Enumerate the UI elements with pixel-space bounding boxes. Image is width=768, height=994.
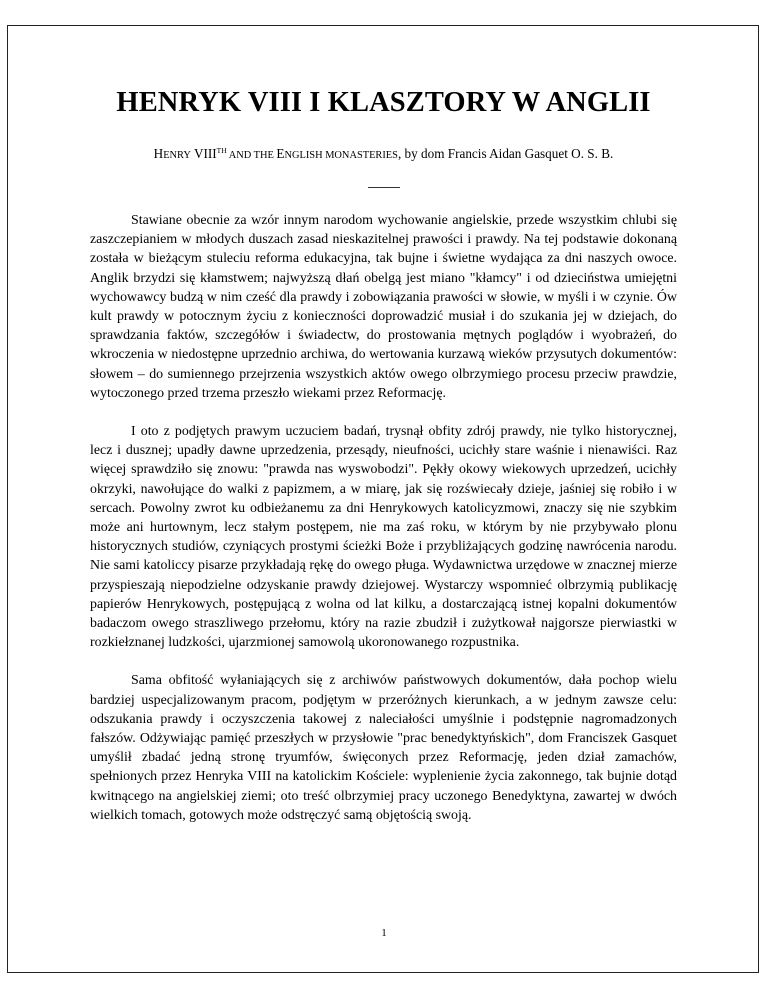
subtitle-nglish: NGLISH [284,150,323,161]
page-number: 1 [381,927,387,939]
section-divider [368,187,400,188]
document-body [90,211,677,825]
subtitle-h: H [153,146,164,161]
document-title: HENRYK VIII I KLASZTORY W ANGLII [116,87,651,118]
subtitle-th: TH [216,146,227,155]
subtitle-author: , by dom Francis Aidan Gasquet O. S. B. [397,146,614,161]
document-subtitle [90,142,677,165]
paragraph-3: Sama obfitość wyłaniających się z archiwów państwowych dokumentów, dała pochop wielu bardziej uspecjalizowanym pracom, podjętym w przeróżnych kierunkach, a w jednym zawsze celu: odszukania prawdy i oczyszczenia takowej z naleciałości umyślnie i podstępnie nagromadzonych fałszów. Odżywiając pamięć przeszłych w przysłowie "prac benedyktyńskich", dom Franciszek Gasquet umyślił zbadać jedną stronę tryumfów, święconych przez Reformację, jeden dział zamachów, spełnionych przez Henryka VIII na katolickim Kościele: wyplenienie życia zakonnego, tak bujnie dotąd kwitnącego na angielskiej ziemi; oto treść olbrzymiej pracy uczonego Benedyktyna, zawartej w dwóch wielkich tomach, gotowych może odstręczyć samą objętością swoją. [90,673,677,823]
paragraph-2: I oto z podjętych prawym uczuciem badań, trysnął obfity zdrój prawdy, nie tylko historycznej, lecz i dusznej; upadły dawne uprzedzenia, przesądy, nieufności, ucichły stare waśnie i nienawiści. Raz więcej sprawdziło się znowu: "prawda nas wyswobodzi". Pękły okowy wiekowych uprzedzeń, ucichły okrzyki, nawołujące do walki z papizmem, a w miarę, jak się rozświecały dzieje, jaśniej się robiło i w sercach. Powolny zwrot ku odbieżanemu za dni Henrykowych katolicyzmowi, znaczy się nie szybkim może ani hurtownym, lecz stałym postępem, nie ma zaś roku, w którym by nie przybywało plonu historycznych studiów, czyniących prostymi ścieżki Boże i przybliżających godzinę nawrócenia narodu. Nie sami katoliccy pisarze przykładają rękę do owego pługa. Wydawnictwa urzędowe w znacznej mierze przyspieszają niepodzielne odzyskanie prawdy dziejowej. Wystarczy wspomnieć olbrzymią publikację papierów Henrykowych, postępującą z wolna od lat kilku, a dostarczającą istnej kopalni dokumentów badaczom owego straszliwego przełomu, który na razie zbudził i zużytkował najgorsze pierwiastki w rozkiełznanej ludzkości, ujarzmionej samowolą ukoronowanego rozpustnika. [90,424,677,651]
subtitle-viii: VIII [190,146,217,161]
subtitle-monasteries: MONASTERIES [322,150,398,161]
paragraph-1: Stawiane obecnie za wzór innym narodom wychowanie angielskie, przede wszystkim chlubi się zaszczepianiem w młodych duszach zasad nieskazitelnej prawości i prawdy. Na tej podstawie dokonaną została w bieżącym stuleciu reforma edukacyjna, tak bujne i świetne wydająca za dni naszych owoce. Anglik brzydzi się kłamstwem; najwyższą dłań obelgą jest miano "kłamcy" i od dzieciństwa umiejętni wychowawcy budzą w nim cześć dla prawdy i zobowiązania prawości w słowie, w myśli i w czynie. Ów kult prawdy w potocznym życiu z konieczności doprowadzić musiał i do szukania jej w dziejach, do sprawdzania faktów, szczegółów i świadectw, do prostowania mętnych poglądów i wyobrażeń, do wkroczenia w niedostępne uprzednio archiwa, do wertowania kurzawą wieków przysutych dokumentów: słowem – do sumiennego przejrzenia wszystkich aktów owego olbrzymiego procesu przeciw prawdzie, wytoczonego przed trzema przeszło wiekami przez Reformację. [90,213,677,401]
subtitle-and-the: AND THE [226,150,277,161]
document-content [90,86,677,844]
subtitle-e: E [276,146,285,161]
subtitle-enry: ENRY [163,150,191,161]
